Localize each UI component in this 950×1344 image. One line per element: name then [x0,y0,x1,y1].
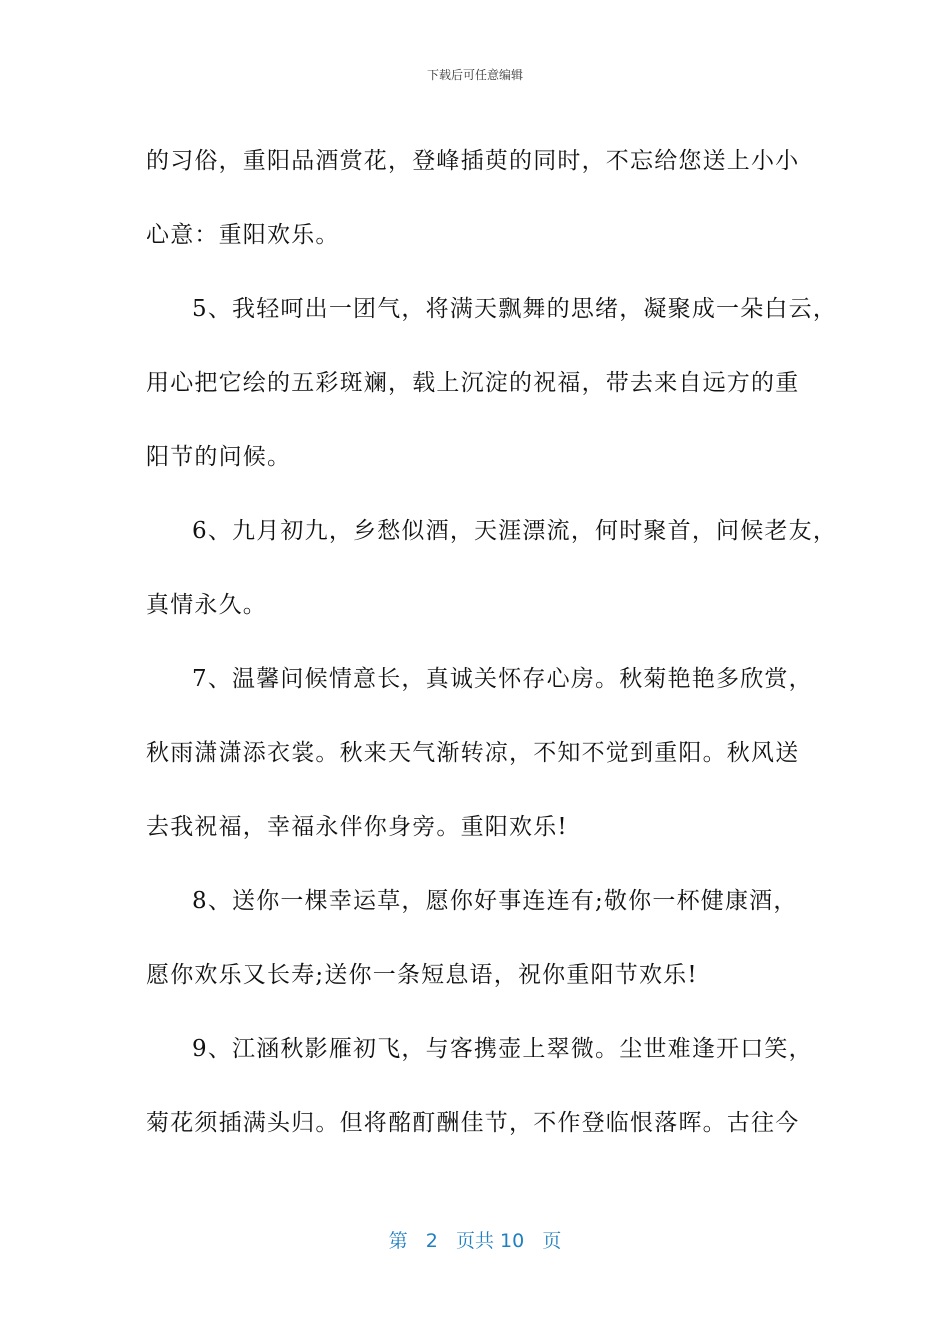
page-header-note: 下载后可任意编辑 [426,68,523,82]
text-line: 菊花须插满头归。但将酩酊酬佳节，不作登临恨落晖。古往今 [146,1110,800,1136]
document-body [146,124,838,1160]
page-label-prefix: 第 [388,1230,408,1252]
text-line: 去我祝福，幸福永伴你身旁。重阳欢乐! [146,814,568,840]
text-line: 愿你欢乐又长寿;送你一条短息语，祝你重阳节欢乐! [146,962,698,988]
total-pages-number: 10 [500,1230,525,1252]
text-line: 的习俗，重阳品酒赏花，登峰插萸的同时，不忘给您送上小小 [146,148,800,174]
text-line: 6、九月初九，乡愁似酒，天涯漂流，何时聚首，问候老友， [192,518,838,544]
page-label-suffix: 页 [542,1230,562,1252]
text-line: 秋雨潇潇添衣裳。秋来天气渐转凉，不知不觉到重阳。秋风送 [146,740,800,766]
text-line: 真情永久。 [146,592,267,618]
text-line: 9、江涵秋影雁初飞，与客携壶上翠微。尘世难逢开口笑， [192,1036,813,1062]
text-line: 7、温馨问候情意长，真诚关怀存心房。秋菊艳艳多欣赏， [192,666,813,692]
page-number-footer [0,1226,950,1253]
text-line: 心意：重阳欢乐。 [146,222,340,248]
current-page-number: 2 [425,1230,438,1252]
text-line: 阳节的问候。 [146,444,292,470]
text-line: 用心把它绘的五彩斑斓，载上沉淀的祝福，带去来自远方的重 [146,370,800,396]
text-line: 8、送你一棵幸运草，愿你好事连连有;敬你一杯健康酒， [192,888,798,914]
page-label-mid: 页共 [455,1230,494,1252]
text-line: 5、我轻呵出一团气，将满天飘舞的思绪，凝聚成一朵白云， [192,296,838,322]
